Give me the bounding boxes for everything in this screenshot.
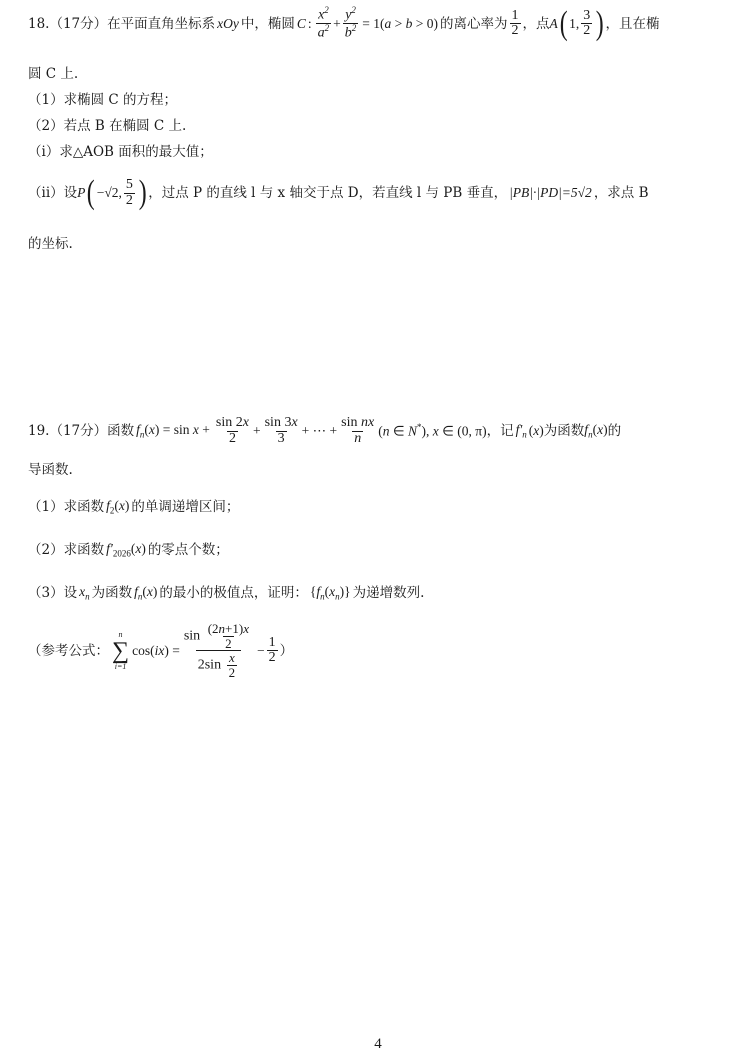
- q18-part-ii-end: 的坐标.: [28, 236, 73, 252]
- frac-one-half-ref: $\frac{1}{2}$: [268, 634, 276, 666]
- q19-part-3: （3）设 $x_n$ 为函数 $f_n(x)$ 的最小的极值点，证明： $\{f_n(x_n)\}$ 为递增数列.: [28, 584, 425, 602]
- q19-part-2-text: 的零点个数；: [147, 542, 229, 559]
- frac-sinnx-n: $\frac{\text{sin nx}}{n}$: [341, 415, 375, 446]
- ellipse-name: C: [296, 15, 306, 31]
- q18-text-eccentricity: 的离心率为: [440, 15, 508, 32]
- q18-part-ii: （ii）设 P ( −√2, $\frac{5}{2}$ ) ，过点 P 的直线 l 与 x 轴交于点 D，若直线 l 与 PB 垂直， |PB|·|PD|=5√2 ，求点 B: [28, 174, 649, 211]
- summation-symbol: n ∑ i=1: [112, 629, 130, 671]
- frac-sin3x-3: $\frac{\sin 3x}{3}$: [264, 415, 298, 446]
- point-a: A: [549, 15, 558, 31]
- frac-x2-a2: $\frac{x^2}{a^2}$: [317, 5, 330, 41]
- frac-five-half: $\frac{5}{2}$: [125, 176, 133, 208]
- q19-text-as-function: 为函数: [543, 423, 585, 440]
- q19-part-1-prefix: （1）求函数: [28, 499, 105, 516]
- q18-text-point: ，点: [522, 15, 550, 32]
- q18-text-ellipse: 中，椭圆: [240, 15, 295, 32]
- q18-part-ii-tail: ，求点 B: [593, 184, 649, 201]
- q18-part-1: （1）求椭圆 C 的方程；: [28, 92, 178, 108]
- reference-main-fraction: sin $\frac{(2n+1)x}{2}$ 2sin $\frac{x}{2}$: [183, 621, 249, 680]
- product-condition: |PB|·|PD|=5√2: [509, 184, 592, 200]
- q19-part-3-text-function: 为函数: [91, 585, 133, 602]
- q18-line-2: 圆 C 上.: [28, 66, 79, 82]
- q19-part-1: （1）求函数 $f_2(x)$ 的单调递增区间；: [28, 498, 240, 516]
- frac-three-half: $\frac{3}{2}$: [583, 7, 591, 39]
- q18-prefix: 18.（17分）在平面直角坐标系: [28, 15, 216, 32]
- q19-prefix: 19.（17分）函数: [28, 423, 135, 440]
- q19-part-3-text-prove: 的最小的极值点，证明：: [159, 585, 308, 602]
- q18-text-on-ellipse: ，且在椭: [605, 15, 660, 32]
- q19-part-1-text: 的单调递增区间；: [131, 499, 240, 516]
- q19-text-of: 的: [607, 423, 622, 440]
- frac-one-half: $\frac{1}{2}$: [511, 7, 519, 39]
- reference-suffix: ）: [279, 642, 294, 659]
- page-number: 4: [374, 1036, 382, 1052]
- q19-part-3-text-increasing: 为递增数列.: [352, 585, 425, 602]
- q18-part-2: （2）若点 B 在椭圆 C 上.: [28, 118, 187, 134]
- q19-line-1: 19.（17分）函数 $f_n(x) = \sin x$ + $\frac{\sin 2x}{2}$ + $\frac{\sin 3x}{3}$ + ⋯ + $\frac{\text{sin nx}}{n}$ (n ∈ N*), x ∈ (0, π) ，记 $f'_n$ (x) 为函数 $f_n(x)$ 的: [28, 415, 622, 446]
- reference-prefix: （参考公式：: [28, 642, 109, 659]
- q18-part-ii-text: ，过点 P 的直线 l 与 x 轴交于点 D，若直线 l 与 PB 垂直，: [148, 184, 508, 201]
- reference-formula: （参考公式： n ∑ i=1 cos(ix) = sin $\frac{(2n+1)x}{2}$ 2sin $\frac{x}{2}$ − $\frac{1}{2}$ ）: [28, 621, 294, 680]
- frac-sin2x-2: $\frac{\sin 2x}{2}$: [215, 415, 249, 446]
- q19-part-2: （2）求函数 $f'_{2026}(x)$ 的零点个数；: [28, 541, 229, 559]
- q19-part-3-prefix: （3）设: [28, 585, 78, 602]
- coordinate-system-xoy: xOy: [217, 15, 239, 31]
- q18-part-i: （i）求△AOB 面积的最大值；: [28, 144, 213, 160]
- q18-part-ii-prefix: （ii）设: [28, 184, 78, 201]
- q19-line-2: 导函数.: [28, 462, 73, 478]
- q19-part-2-prefix: （2）求函数: [28, 542, 105, 559]
- q19-text-denote: ，记: [486, 423, 514, 440]
- q18-line-1: 18.（17分）在平面直角坐标系 xOy 中，椭圆 C : $\frac{x^2}{a^2}$ + $\frac{y^2}{b^2}$ = 1(a > b > 0) 的离心率为 $\frac{1}{2}$ ，点 A ( 1, $\frac{3}{2}$ ) ，且在椭: [28, 4, 660, 42]
- frac-y2-b2: $\frac{y^2}{b^2}$: [344, 5, 357, 41]
- point-p: P: [77, 184, 86, 200]
